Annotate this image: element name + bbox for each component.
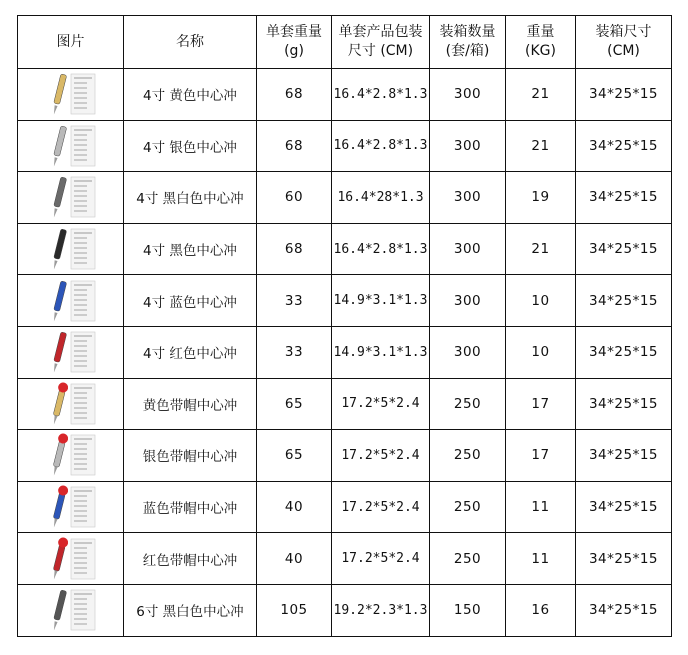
table-row (18, 533, 672, 585)
header-pack-size: 单套产品包装 尺寸 (CM) (332, 16, 430, 69)
product-name: 银色带帽中心冲 (124, 430, 257, 482)
table-row (18, 326, 672, 378)
table-row (18, 172, 672, 224)
table-row (18, 481, 672, 533)
pack-size: 19.2*2.3*1.3 (332, 584, 430, 636)
center-punch-product-image (41, 71, 101, 117)
box-quantity: 250 (430, 430, 506, 482)
product-name: 4寸 黄色中心冲 (124, 69, 257, 121)
pack-size: 16.4*2.8*1.3 (332, 120, 430, 172)
product-image-cell (18, 120, 124, 172)
pack-size: 16.4*2.8*1.3 (332, 223, 430, 275)
box-quantity: 300 (430, 120, 506, 172)
box-weight: 19 (506, 172, 576, 224)
unit-weight: 68 (257, 223, 332, 275)
product-image-cell (18, 430, 124, 482)
box-weight: 21 (506, 120, 576, 172)
center-punch-product-image (41, 174, 101, 220)
pack-size: 14.9*3.1*1.3 (332, 275, 430, 327)
box-size: 34*25*15 (576, 275, 672, 327)
box-weight: 17 (506, 378, 576, 430)
box-quantity: 300 (430, 172, 506, 224)
box-quantity: 250 (430, 533, 506, 585)
center-punch-product-image (41, 278, 101, 324)
header-box-weight: 重量 (KG) (506, 16, 576, 69)
box-weight: 11 (506, 481, 576, 533)
product-name: 4寸 蓝色中心冲 (124, 275, 257, 327)
box-size: 34*25*15 (576, 481, 672, 533)
center-punch-product-image (41, 536, 101, 582)
box-quantity: 300 (430, 275, 506, 327)
table-row (18, 223, 672, 275)
product-image-cell (18, 172, 124, 224)
header-name: 名称 (124, 16, 257, 69)
table-body (18, 69, 672, 637)
box-quantity: 300 (430, 326, 506, 378)
box-size: 34*25*15 (576, 378, 672, 430)
pack-size: 17.2*5*2.4 (332, 430, 430, 482)
unit-weight: 65 (257, 430, 332, 482)
unit-weight: 65 (257, 378, 332, 430)
unit-weight: 105 (257, 584, 332, 636)
product-name: 黄色带帽中心冲 (124, 378, 257, 430)
box-weight: 16 (506, 584, 576, 636)
box-size: 34*25*15 (576, 120, 672, 172)
product-image-cell (18, 223, 124, 275)
product-image-cell (18, 378, 124, 430)
product-name: 6寸 黑白色中心冲 (124, 584, 257, 636)
table-row (18, 430, 672, 482)
box-quantity: 250 (430, 481, 506, 533)
product-image-cell (18, 326, 124, 378)
product-image-cell (18, 481, 124, 533)
product-spec-table-container (17, 15, 672, 637)
box-size: 34*25*15 (576, 326, 672, 378)
box-size: 34*25*15 (576, 533, 672, 585)
box-weight: 10 (506, 326, 576, 378)
pack-size: 17.2*5*2.4 (332, 533, 430, 585)
pack-size: 14.9*3.1*1.3 (332, 326, 430, 378)
product-name: 蓝色带帽中心冲 (124, 481, 257, 533)
header-unit-weight: 单套重量 (g) (257, 16, 332, 69)
product-name: 4寸 红色中心冲 (124, 326, 257, 378)
product-name: 4寸 黑色中心冲 (124, 223, 257, 275)
header-row (18, 16, 672, 69)
box-size: 34*25*15 (576, 172, 672, 224)
box-size: 34*25*15 (576, 430, 672, 482)
product-image-cell (18, 69, 124, 121)
box-quantity: 300 (430, 69, 506, 121)
unit-weight: 40 (257, 481, 332, 533)
pack-size: 17.2*5*2.4 (332, 481, 430, 533)
unit-weight: 33 (257, 326, 332, 378)
product-image-cell (18, 275, 124, 327)
pack-size: 17.2*5*2.4 (332, 378, 430, 430)
product-spec-table (17, 15, 672, 637)
center-punch-product-image (41, 587, 101, 633)
pack-size: 16.4*28*1.3 (332, 172, 430, 224)
center-punch-product-image (41, 329, 101, 375)
center-punch-product-image (41, 381, 101, 427)
table-row (18, 120, 672, 172)
unit-weight: 33 (257, 275, 332, 327)
center-punch-product-image (41, 226, 101, 272)
product-name: 红色带帽中心冲 (124, 533, 257, 585)
table-row (18, 378, 672, 430)
box-weight: 21 (506, 69, 576, 121)
box-size: 34*25*15 (576, 223, 672, 275)
box-weight: 11 (506, 533, 576, 585)
header-box-qty: 装箱数量 (套/箱) (430, 16, 506, 69)
unit-weight: 68 (257, 69, 332, 121)
unit-weight: 68 (257, 120, 332, 172)
header-box-size: 装箱尺寸 (CM) (576, 16, 672, 69)
box-quantity: 250 (430, 378, 506, 430)
box-quantity: 300 (430, 223, 506, 275)
pack-size: 16.4*2.8*1.3 (332, 69, 430, 121)
box-weight: 17 (506, 430, 576, 482)
box-weight: 10 (506, 275, 576, 327)
unit-weight: 40 (257, 533, 332, 585)
center-punch-product-image (41, 484, 101, 530)
product-name: 4寸 黑白色中心冲 (124, 172, 257, 224)
box-size: 34*25*15 (576, 69, 672, 121)
table-row (18, 69, 672, 121)
table-row (18, 275, 672, 327)
product-name: 4寸 银色中心冲 (124, 120, 257, 172)
header-image: 图片 (18, 16, 124, 69)
center-punch-product-image (41, 123, 101, 169)
product-image-cell (18, 584, 124, 636)
center-punch-product-image (41, 432, 101, 478)
table-row (18, 584, 672, 636)
box-weight: 21 (506, 223, 576, 275)
box-quantity: 150 (430, 584, 506, 636)
product-image-cell (18, 533, 124, 585)
box-size: 34*25*15 (576, 584, 672, 636)
unit-weight: 60 (257, 172, 332, 224)
